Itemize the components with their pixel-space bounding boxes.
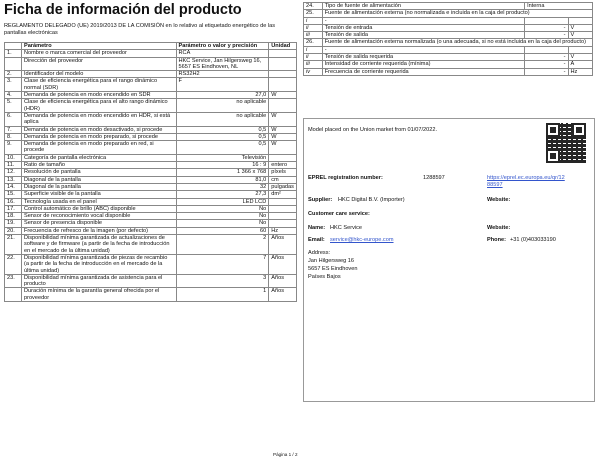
- cell-u: [269, 213, 297, 220]
- table-row: [5, 205, 297, 212]
- table-row: [5, 57, 297, 71]
- cell-p: Diagonal de la pantalla: [21, 183, 176, 190]
- cell-v: 81,0: [176, 176, 269, 183]
- cell-n: 16.: [5, 198, 22, 205]
- eprel-link-cont[interactable]: 88597: [487, 182, 503, 188]
- cell-u: W: [269, 112, 297, 126]
- cell-p: Frecuencia de refresco de la imagen (por defecto): [21, 227, 176, 234]
- product-info-table: [4, 42, 297, 302]
- table-row: [5, 78, 297, 92]
- cell-n: 9.: [5, 141, 22, 155]
- cell-p: Demanda de potencia en modo preparado, si procede: [21, 133, 176, 140]
- table-row: 25. Fuente de alimentación externa (no normalizada e incluida en la caja del producto): [304, 10, 593, 17]
- cell-p: Disponibilidad mínima garantizada de piezas de recambio (a partir de la fecha de introducción en el mercado de la última unidad): [21, 254, 176, 274]
- cell-n: 10.: [5, 154, 22, 161]
- cell-n: 2.: [5, 71, 22, 78]
- table-row: [5, 198, 297, 205]
- cell-u: entero: [269, 162, 297, 169]
- cell-u: [269, 57, 297, 71]
- cell-v: No: [176, 205, 269, 212]
- email-label: Email:: [308, 237, 325, 243]
- cell-n: 20.: [5, 227, 22, 234]
- eprel-label: EPREL registration number:: [308, 175, 383, 181]
- cell-u: píxels: [269, 169, 297, 176]
- table-row: [5, 220, 297, 227]
- cell-p: Disponibilidad mínima garantizada de asistencia para el producto: [21, 274, 176, 288]
- cell-p: Demanda de potencia en modo encendido en SDR: [21, 92, 176, 99]
- cell-u: W: [269, 133, 297, 140]
- cell-u: [269, 198, 297, 205]
- cell-p: Control automático de brillo (ABC) disponible: [21, 205, 176, 212]
- cell-p: Resolución de pantalla: [21, 169, 176, 176]
- cell-p: Demanda de potencia en modo desactivado, si procede: [21, 126, 176, 133]
- cell-u: cm: [269, 176, 297, 183]
- table-row: [5, 162, 297, 169]
- table-row: [5, 154, 297, 161]
- table-row: [5, 213, 297, 220]
- table-row: [5, 133, 297, 140]
- cell-u: Años: [269, 288, 297, 302]
- cell-u: [269, 71, 297, 78]
- power-supply-table: [303, 2, 593, 76]
- cell-p: Sensor de reconocimiento vocal disponible: [21, 213, 176, 220]
- header-unit: Unidad: [269, 43, 297, 50]
- table-row: [5, 254, 297, 274]
- cell-p: Identificador del modelo: [21, 71, 176, 78]
- cell-v: 2: [176, 235, 269, 255]
- address-label: Address:: [308, 250, 331, 256]
- cell-v: RCA: [176, 50, 269, 57]
- website-label-2: Website:: [487, 225, 511, 231]
- table-row: [5, 92, 297, 99]
- table-row: iii Intensidad de corriente requerida (mínima) - A: [304, 61, 593, 68]
- cell-n: 8.: [5, 133, 22, 140]
- cell-n: 4.: [5, 92, 22, 99]
- address-line-1: Jan Hilgersweg 16: [308, 258, 355, 264]
- cell-n: 7.: [5, 126, 22, 133]
- cell-v: 27,0: [176, 92, 269, 99]
- supplier-value: HKC Digital B.V. (Importer): [338, 197, 405, 203]
- cell-p: Diagonal de la pantalla: [21, 176, 176, 183]
- table-row: [5, 126, 297, 133]
- supplier-info-box: [303, 118, 595, 402]
- table-row: 24. Tipo de fuente de alimentación Interna: [304, 3, 593, 10]
- header-param: Parámetro: [21, 43, 176, 50]
- table-row: [5, 176, 297, 183]
- cell-p: Ratio de tamaño: [21, 162, 176, 169]
- cell-v: 0,5: [176, 141, 269, 155]
- cell-p: Demanda de potencia en modo preparado en red, si procede: [21, 141, 176, 155]
- cell-n: 15.: [5, 191, 22, 198]
- cell-p: Sensor de presencia disponible: [21, 220, 176, 227]
- supplier-label: Supplier:: [308, 197, 333, 203]
- cell-p: Tecnología usada en el panel: [21, 198, 176, 205]
- cell-v: 32: [176, 183, 269, 190]
- cell-p: Categoría de pantalla electrónica: [21, 154, 176, 161]
- cell-v: No: [176, 220, 269, 227]
- cell-n: 12.: [5, 169, 22, 176]
- cell-u: Años: [269, 254, 297, 274]
- cell-p: Superficie visible de la pantalla: [21, 191, 176, 198]
- cell-v: 3: [176, 274, 269, 288]
- address-line-2: 5657 ES Eindhoven: [308, 266, 358, 272]
- cell-n: 14.: [5, 183, 22, 190]
- cell-n: [5, 288, 22, 302]
- table-header-row: [5, 43, 297, 50]
- cell-p: Nombre o marca comercial del proveedor: [21, 50, 176, 57]
- table-row: iv Frecuencia de corriente requerida - Hz: [304, 68, 593, 75]
- regulation-subtitle: REGLAMENTO DELEGADO (UE) 2019/2013 DE LA COMISIÓN en lo relativo al etiquetado energético de las pantallas electrónicas: [4, 23, 276, 36]
- table-row: [5, 288, 297, 302]
- cell-u: dm²: [269, 191, 297, 198]
- cell-n: 17.: [5, 205, 22, 212]
- phone-value: +31 (0)403033190: [510, 237, 556, 243]
- cell-v: no aplicable: [176, 99, 269, 113]
- cell-u: Años: [269, 274, 297, 288]
- cell-n: 1.: [5, 50, 22, 57]
- cell-p: Duración mínima de la garantía general ofrecida por el proveedor: [21, 288, 176, 302]
- cell-p: Clase de eficiencia energética para el rango dinámico normal (SDR): [21, 78, 176, 92]
- cell-v: 16 : 9: [176, 162, 269, 169]
- page-number: Página 1 / 2: [273, 452, 298, 457]
- cell-v: 60: [176, 227, 269, 234]
- table-row: [5, 274, 297, 288]
- table-row: [5, 235, 297, 255]
- table-row: [5, 112, 297, 126]
- cell-p: Disponibilidad mínima garantizada de actualizaciones de software y de firmware (a partir de la fecha de introducción en el mercado de la última unidad): [21, 235, 176, 255]
- cell-n: 18.: [5, 213, 22, 220]
- cell-n: 5.: [5, 99, 22, 113]
- cell-v: 1: [176, 288, 269, 302]
- phone-label: Phone:: [487, 237, 506, 243]
- cell-u: [269, 205, 297, 212]
- cell-n: 22.: [5, 254, 22, 274]
- page-title: Ficha de información del producto: [4, 2, 242, 18]
- cell-n: 19.: [5, 220, 22, 227]
- cell-n: 13.: [5, 176, 22, 183]
- cell-n: 21.: [5, 235, 22, 255]
- table-row: i -: [304, 17, 593, 24]
- table-row: [5, 50, 297, 57]
- cell-v: RS32H2: [176, 71, 269, 78]
- eprel-number: 1288597: [423, 175, 445, 181]
- cell-n: 11.: [5, 162, 22, 169]
- cell-v: No: [176, 213, 269, 220]
- address-line-3: Países Bajos: [308, 274, 341, 280]
- cell-u: [269, 154, 297, 161]
- table-row: [5, 191, 297, 198]
- cell-n: [5, 57, 22, 71]
- cell-u: pulgadas: [269, 183, 297, 190]
- table-row: i -: [304, 46, 593, 53]
- cell-u: [269, 50, 297, 57]
- cell-p: Clase de eficiencia energética para el alto rango dinámico (HDR): [21, 99, 176, 113]
- cell-v: no aplicable: [176, 112, 269, 126]
- customer-care-label: Customer care service:: [308, 211, 370, 217]
- table-row: [5, 227, 297, 234]
- cell-v: 0,5: [176, 133, 269, 140]
- cell-p: Demanda de potencia en modo encendido en HDR, si está aplica: [21, 112, 176, 126]
- cell-n: 23.: [5, 274, 22, 288]
- table-row: [5, 71, 297, 78]
- cell-v: 7: [176, 254, 269, 274]
- cell-u: Años: [269, 235, 297, 255]
- table-row: [5, 169, 297, 176]
- cell-u: [269, 78, 297, 92]
- cell-u: W: [269, 141, 297, 155]
- qr-code-icon[interactable]: [546, 123, 586, 163]
- cell-u: Hz: [269, 227, 297, 234]
- cell-n: 3.: [5, 78, 22, 92]
- cell-u: W: [269, 126, 297, 133]
- website-label: Website:: [487, 197, 511, 203]
- cell-u: [269, 99, 297, 113]
- cell-p: Dirección del proveedor: [21, 57, 176, 71]
- market-date-text: Model placed on the Union market from 01/07/2022.: [308, 127, 438, 133]
- table-row: ii Tensión de entrada - V: [304, 24, 593, 31]
- name-value: HKC Service: [330, 225, 363, 231]
- cell-v: HKC Service, Jan Hilgersweg 16, 5657 ES Eindhoven, NL: [176, 57, 269, 71]
- header-value: Parámetro o valor y precisión: [176, 43, 269, 50]
- table-row: [5, 141, 297, 155]
- cell-v: LED LCD: [176, 198, 269, 205]
- cell-u: W: [269, 92, 297, 99]
- table-row: iii Tensión de salida - V: [304, 32, 593, 39]
- eprel-link[interactable]: https://eprel.ec.europa.eu/qr/12: [487, 175, 565, 181]
- table-row: ii Tensión de salida requerida - V: [304, 54, 593, 61]
- cell-v: 27,3: [176, 191, 269, 198]
- cell-u: [269, 220, 297, 227]
- table-row: [5, 99, 297, 113]
- cell-n: 6.: [5, 112, 22, 126]
- cell-v: 0,5: [176, 126, 269, 133]
- table-row: 26. Fuente de alimentación externa normalizada (o una adecuada, si no está incluida en la caja del producto): [304, 39, 593, 46]
- cell-v: 1 366 x 768: [176, 169, 269, 176]
- email-link[interactable]: service@hkc-europe.com: [330, 237, 394, 243]
- cell-v: F: [176, 78, 269, 92]
- table-row: [5, 183, 297, 190]
- cell-v: Televisión: [176, 154, 269, 161]
- name-label: Name:: [308, 225, 326, 231]
